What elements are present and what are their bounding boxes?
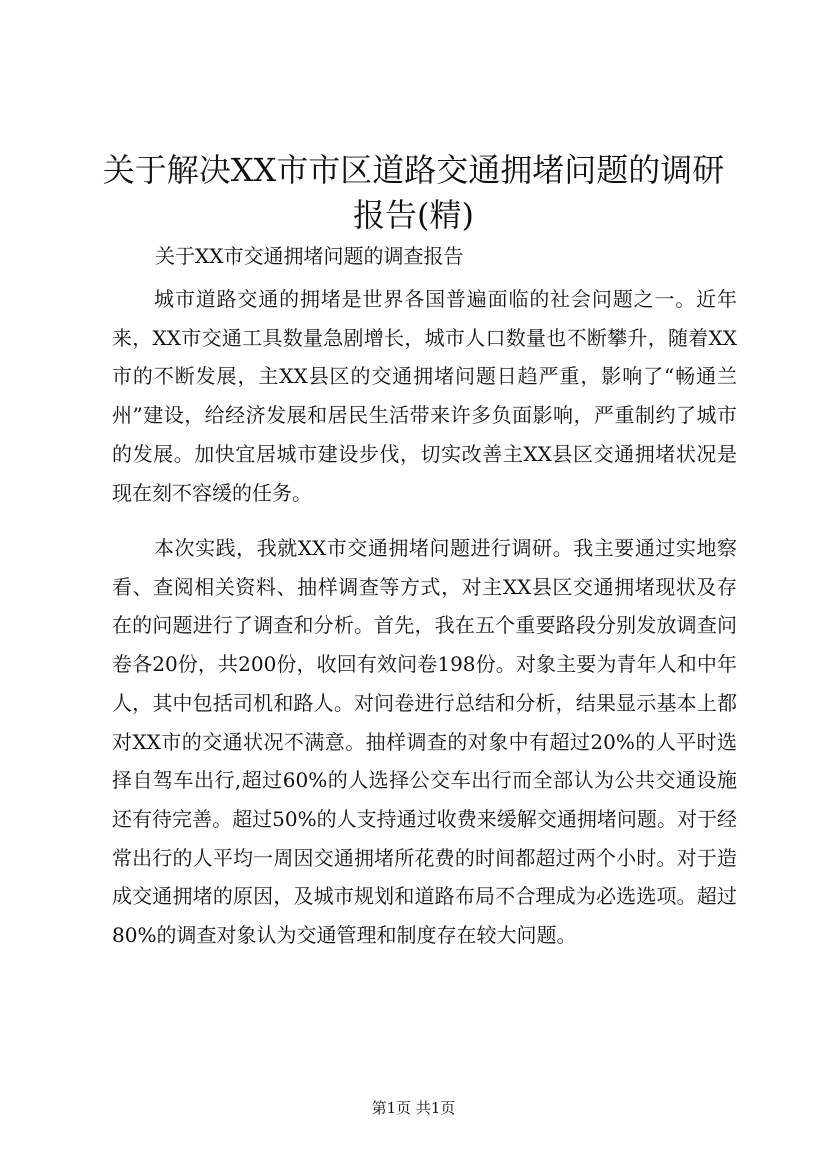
document-title-line-2: 报告(精) xyxy=(353,196,474,234)
body-paragraph-2: 本次实践，我就XX市交通拥堵问题进行调研。我主要通过实地察看、查阅相关资料、抽样调查等方式，对主XX县区交通拥堵现状及存在的问题进行了调查和分析。首先，我在五个重要路段分别发放调查问卷各20份，共200份，收回有效问卷198份。对象主要为青年人和中年人，其中包括司机和路人。对问卷进行总结和分析，结果显示基本上都对XX市的交通状况不满意。抽样调查的对象中有超过20%的人平时选择自驾车出行,超过60%的人选择公交车出行而全部认为公共交通设施还有待完善。超过50%的人支持通过收费来缓解交通拥堵问题。对于经常出行的人平均一周因交通拥堵所花费的时间都超过两个小时。对于造成交通拥堵的原因，及城市规划和道路布局不合理成为必选选项。超过80%的调查对象认为交通管理和制度存在较大问题。 xyxy=(112,536,737,948)
report-subheading: 关于XX市交通拥堵问题的调查报告 xyxy=(155,244,464,268)
page-number-footer: 第1页 共1页 xyxy=(371,1099,456,1117)
document-title-line-1: 关于解决XX市市区道路交通拥堵问题的调研 xyxy=(102,151,725,189)
body-paragraph-1: 城市道路交通的拥堵是世界各国普遍面临的社会问题之一。近年来，XX市交通工具数量急剧增长，城市人口数量也不断攀升，随着XX市的不断发展，主XX县区的交通拥堵问题日趋严重，影响了“畅通兰州”建设，给经济发展和居民生活带来许多负面影响，严重制约了城市的发展。加快宜居城市建设步伐，切实改善主XX县区交通拥堵状况是现在刻不容缓的任务。 xyxy=(112,287,737,505)
